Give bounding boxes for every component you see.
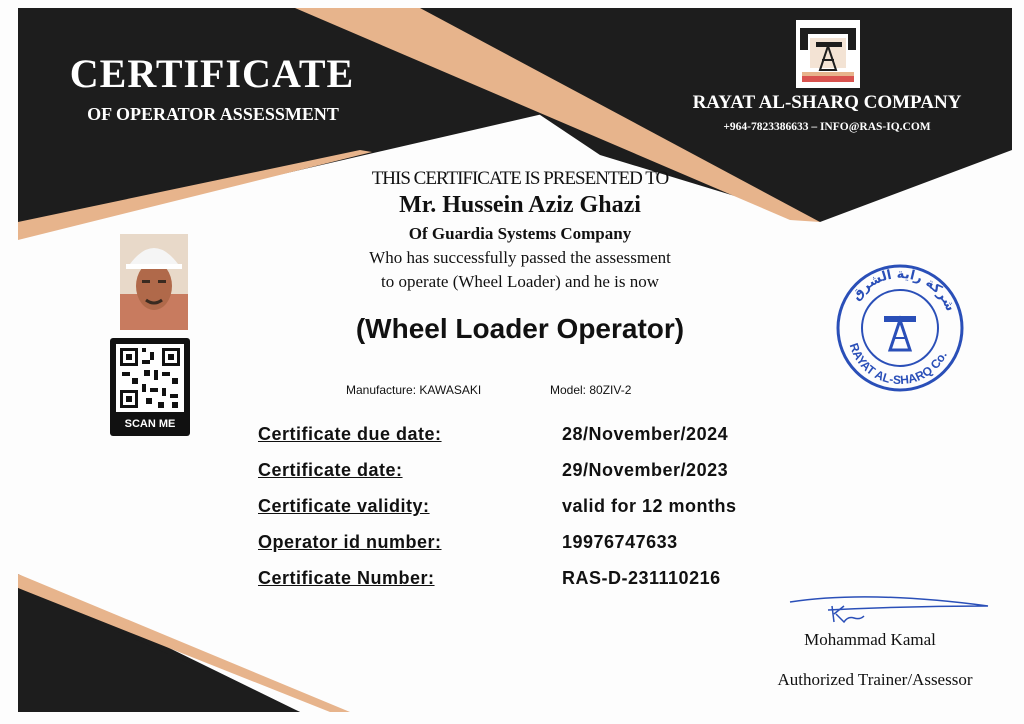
recipient-photo	[120, 234, 188, 330]
qr-pattern-icon	[110, 338, 190, 418]
signature-icon	[788, 592, 994, 628]
manufacture-text: Manufacture: KAWASAKI	[346, 383, 482, 397]
description-line-1: Who has successfully passed the assessment	[369, 248, 671, 267]
certificate-date-label: Certificate date:	[258, 460, 403, 480]
certificate-title: CERTIFICATE	[69, 51, 355, 96]
due-date-value: 28/November/2024	[562, 424, 729, 444]
operator-id-value: 19976747633	[562, 532, 678, 552]
certificate-number-value: RAS-D-231110216	[562, 568, 721, 588]
company-stamp-icon	[834, 262, 966, 394]
recipient-company: Of Guardia Systems Company	[408, 224, 632, 243]
company-contact: +964-7823386633 – INFO@RAS-IQ.COM	[723, 121, 931, 133]
certificate-subtitle: OF OPERATOR ASSESSMENT	[87, 104, 339, 124]
recipient-name: Mr. Hussein Aziz Ghazi	[399, 192, 641, 218]
signatory-name: Mohammad Kamal	[804, 630, 936, 649]
svg-text:شركة راية الشرق: شركة راية الشرق	[848, 266, 958, 314]
role-title: (Wheel Loader Operator)	[355, 313, 685, 344]
due-date-label: Certificate due date:	[258, 424, 442, 444]
validity-label: Certificate validity:	[258, 496, 430, 516]
operator-id-label: Operator id number:	[258, 532, 442, 552]
certificate-number-label: Certificate Number:	[258, 568, 435, 588]
company-logo-icon	[796, 20, 860, 88]
validity-value: valid for 12 months	[562, 496, 737, 516]
presented-to-text: THIS CERTIFICATE IS PRESENTED TO	[371, 168, 669, 189]
certificate-date-value: 29/November/2023	[562, 460, 729, 480]
signatory-title: Authorized Trainer/Assessor	[777, 670, 973, 689]
svg-text:RAYAT AL-SHARQ Co.: RAYAT AL-SHARQ Co.	[846, 341, 950, 388]
description-line-2: to operate (Wheel Loader) and he is now	[380, 272, 660, 291]
company-name: RAYAT AL-SHARQ COMPANY	[692, 92, 962, 113]
model-text: Model: 80ZIV-2	[550, 383, 632, 397]
qr-label: SCAN ME	[124, 418, 176, 430]
